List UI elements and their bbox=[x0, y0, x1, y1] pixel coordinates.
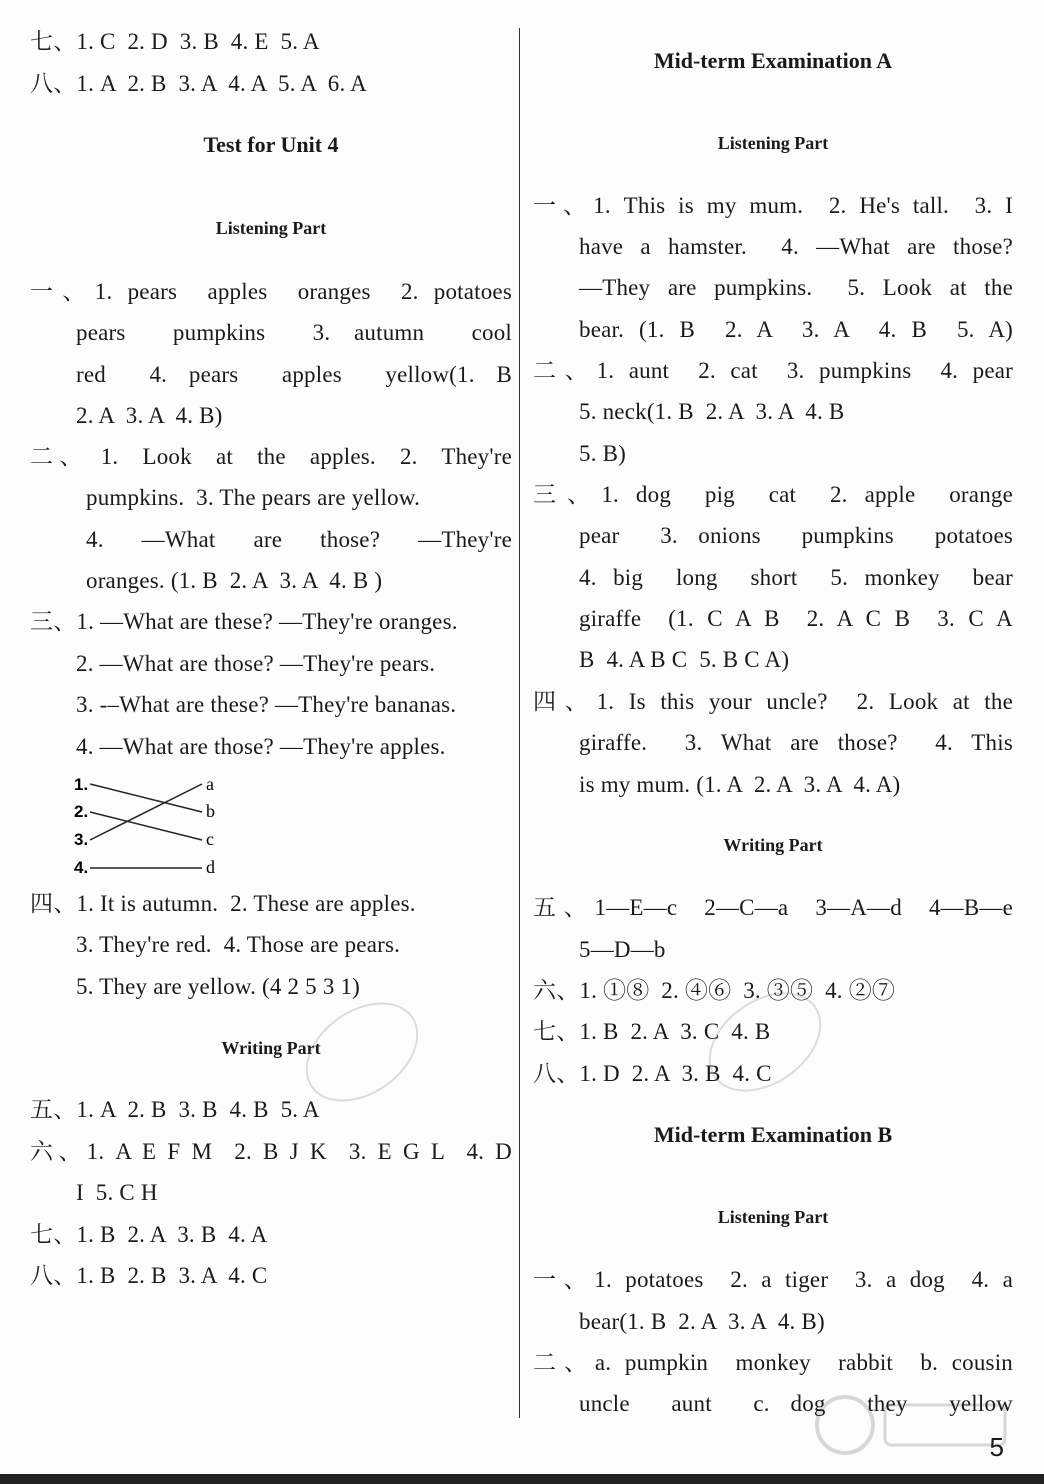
match-right-a: a bbox=[206, 774, 214, 794]
answer-line: bear. (1. B 2. A 3. A 4. B 5. A) bbox=[579, 317, 1013, 342]
match-line bbox=[90, 784, 202, 840]
answer-line: oranges. (1. B 2. A 3. A 4. B ) bbox=[86, 568, 383, 593]
answer-line: 一、1. pears apples oranges 2. potatoes bbox=[30, 279, 512, 304]
match-line bbox=[90, 784, 202, 812]
writing-part-heading: Writing Part bbox=[221, 1038, 321, 1058]
answer-line: 七、1. B 2. A 3. B 4. A bbox=[30, 1222, 268, 1247]
listening-part-heading: Listening Part bbox=[717, 1207, 829, 1227]
answer-line: 4. —What are those? —They're bbox=[86, 527, 512, 552]
answer-line: 七、1. B 2. A 3. C 4. B bbox=[533, 1019, 771, 1044]
answer-line: 五、1. A 2. B 3. B 4. B 5. A bbox=[30, 1097, 320, 1122]
column-divider bbox=[519, 28, 520, 1418]
answer-line: 三、1. dog pig cat 2. apple orange bbox=[533, 482, 1013, 507]
answer-line: pear 3. onions pumpkins potatoes bbox=[579, 523, 1013, 548]
answer-line: 3. They're red. 4. Those are pears. bbox=[76, 932, 401, 957]
match-left-3: 3. bbox=[74, 830, 89, 849]
match-left-1: 1. bbox=[74, 775, 89, 794]
answer-line: is my mum. (1. A 2. A 3. A 4. A) bbox=[579, 772, 901, 797]
answer-line: 2. A 3. A 4. B) bbox=[76, 403, 223, 428]
match-right-b: b bbox=[206, 801, 215, 821]
bottom-border bbox=[0, 1474, 1044, 1484]
answer-line: 四、1. It is autumn. 2. These are apples. bbox=[30, 891, 416, 916]
page-number: 5 bbox=[989, 1432, 1004, 1462]
answer-line: 二、1. aunt 2. cat 3. pumpkins 4. pear bbox=[533, 358, 1013, 383]
listening-part-heading: Listening Part bbox=[717, 133, 829, 153]
match-line bbox=[90, 812, 202, 840]
answer-line: 二、 1. Look at the apples. 2. They're bbox=[30, 444, 512, 469]
answer-line: have a hamster. 4. —What are those? bbox=[579, 234, 1013, 259]
answer-line: 5. neck(1. B 2. A 3. A 4. B bbox=[579, 399, 845, 424]
match-right-d: d bbox=[206, 857, 215, 877]
answer-line: 八、1. D 2. A 3. B 4. C bbox=[533, 1061, 772, 1086]
answer-line: 七、1. C 2. D 3. B 4. E 5. A bbox=[30, 29, 320, 54]
answer-line: I 5. C H bbox=[76, 1180, 158, 1205]
answer-line: 一、1. potatoes 2. a tiger 3. a dog 4. a bbox=[533, 1267, 1013, 1292]
matching-diagram bbox=[30, 770, 250, 880]
answer-line: 五、1—E—c 2—C—a 3—A—d 4—B—e bbox=[533, 895, 1013, 920]
answer-line: 六、1. ①⑧ 2. ④⑥ 3. ③⑤ 4. ②⑦ bbox=[533, 978, 896, 1003]
answer-line: 4. big long short 5. monkey bear bbox=[579, 565, 1013, 590]
answer-line: 八、1. A 2. B 3. A 4. A 5. A 6. A bbox=[30, 71, 367, 96]
match-right-c: c bbox=[206, 829, 214, 849]
section-title-unit4: Test for Unit 4 bbox=[203, 132, 339, 157]
answer-line: pears pumpkins 3. autumn cool bbox=[76, 320, 512, 345]
answer-line: 八、1. B 2. B 3. A 4. C bbox=[30, 1263, 268, 1288]
answer-line: red 4. pears apples yellow(1. B bbox=[76, 362, 512, 387]
answer-line: giraffe (1. C A B 2. A C B 3. C A bbox=[579, 606, 1013, 631]
answer-line: 4. —What are those? —They're apples. bbox=[76, 734, 446, 759]
writing-part-heading: Writing Part bbox=[723, 835, 823, 855]
answer-line: 四、1. Is this your uncle? 2. Look at the bbox=[533, 689, 1013, 714]
listening-part-heading: Listening Part bbox=[215, 218, 327, 238]
answer-line: 5. B) bbox=[579, 441, 626, 466]
answer-line: B 4. A B C 5. B C A) bbox=[579, 647, 790, 672]
answer-line: bear(1. B 2. A 3. A 4. B) bbox=[579, 1309, 825, 1334]
match-left-4: 4. bbox=[74, 858, 89, 877]
answer-line: 2. —What are those? —They're pears. bbox=[76, 651, 436, 676]
answer-line: 一、1. This is my mum. 2. He's tall. 3. I bbox=[533, 193, 1013, 218]
section-title-midterm-a: Mid-term Examination A bbox=[653, 48, 893, 73]
answer-line: pumpkins. 3. The pears are yellow. bbox=[86, 485, 421, 510]
answer-line: 5—D—b bbox=[579, 937, 666, 962]
answer-line: 二、a. pumpkin monkey rabbit b. cousin bbox=[533, 1350, 1013, 1375]
answer-line: uncle aunt c. dog they yellow bbox=[579, 1391, 1013, 1416]
answer-line: 3. -–What are these? —They're bananas. bbox=[76, 692, 457, 717]
watermark-logo bbox=[810, 1390, 1020, 1460]
section-title-midterm-b: Mid-term Examination B bbox=[653, 1122, 893, 1147]
answer-line: —They are pumpkins. 5. Look at the bbox=[579, 275, 1013, 300]
answer-line: 三、1. —What are these? —They're oranges. bbox=[30, 609, 458, 634]
answer-line: 5. They are yellow. (4 2 5 3 1) bbox=[76, 974, 361, 999]
answer-line: giraffe. 3. What are those? 4. This bbox=[579, 730, 1013, 755]
match-left-2: 2. bbox=[74, 802, 89, 821]
answer-line: 六、1. A E F M 2. B J K 3. E G L 4. D bbox=[30, 1139, 512, 1164]
